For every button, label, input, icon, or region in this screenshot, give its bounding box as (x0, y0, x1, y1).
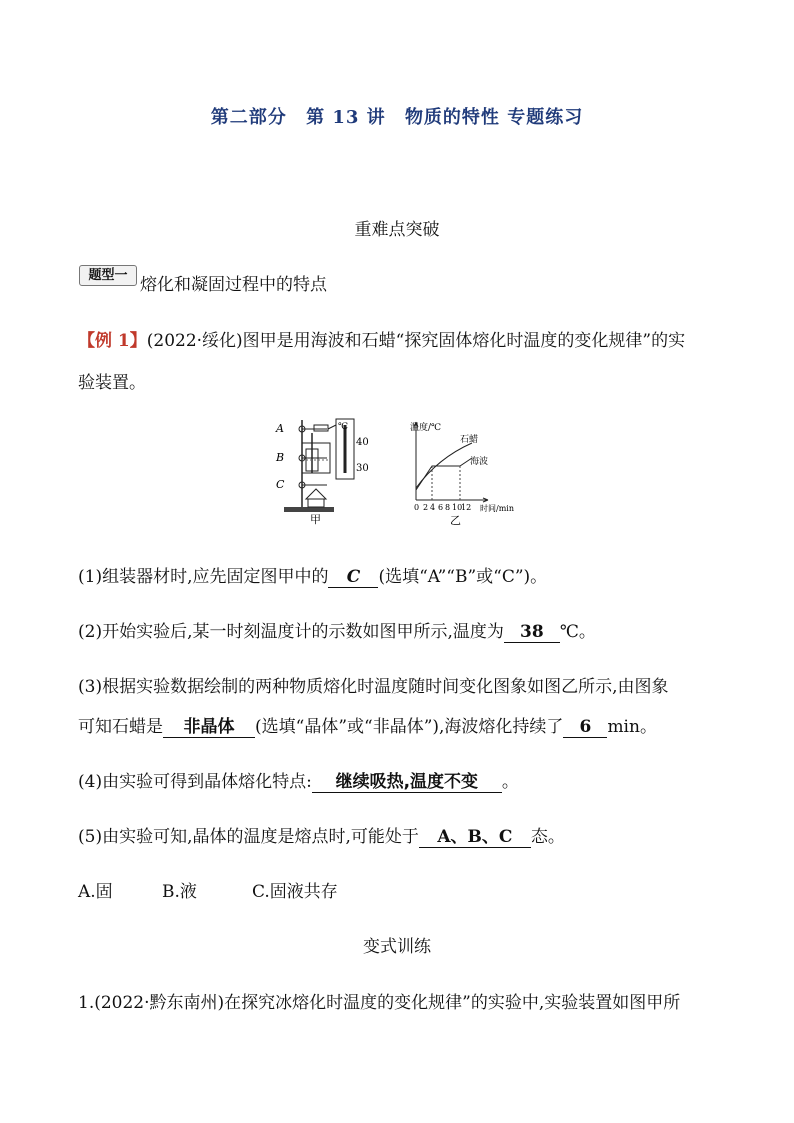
thermometer-holder (314, 425, 328, 431)
q3-text: 可知石蜡是 (78, 717, 163, 737)
caption-yi: 乙 (450, 514, 461, 527)
caption-jia: 甲 (310, 513, 321, 526)
q5-suffix: 态。 (530, 827, 565, 847)
question-3-line-1: (3)根据实验数据绘制的两种物质熔化时温度随时间变化图象如图乙所示,由图象 (78, 677, 669, 697)
option-a: A.固 (78, 882, 113, 902)
option-b: B.液 (162, 882, 197, 902)
q1-suffix: (选填“A”“B”或“C”)。 (378, 567, 548, 587)
section-heading-2: 变式训练 (363, 937, 431, 957)
q3-suffix: min。 (607, 717, 657, 737)
alcohol-lamp (306, 489, 326, 499)
example-line-1 (78, 326, 685, 351)
example-text-1: (2022·绥化)图甲是用海波和石蜡“探究固体熔化时温度的变化规律”的实 (146, 331, 686, 351)
tick-8: 8 (445, 503, 451, 512)
graph-ylabel: 温度/℃ (410, 423, 442, 433)
question-type-tag: 题型一 (79, 265, 137, 286)
label-c: C (276, 478, 285, 491)
apparatus-figure (272, 415, 382, 527)
label-unit: ℃ (338, 422, 349, 432)
example-label: 【例 1】 (78, 331, 147, 351)
q4-suffix: 。 (501, 772, 519, 792)
section-heading: 重难点突破 (354, 220, 440, 240)
question-5 (78, 822, 565, 848)
q1-answer: C (328, 567, 378, 588)
graph-xlabel: 时间/min (480, 504, 514, 513)
q3-mid: (选填“晶体”或“非晶体”),海波熔化持续了 (255, 717, 564, 737)
hypo-curve (416, 458, 472, 490)
exercise-1-line: 1.(2022·黔东南州)在探究冰熔化时温度的变化规律”的实验中,实验装置如图甲所 (78, 993, 681, 1013)
question-2 (78, 617, 596, 643)
lamp-base (308, 499, 324, 507)
question-4 (78, 767, 519, 793)
tick-10: 10 (452, 503, 463, 512)
label-40: 40 (356, 437, 369, 448)
tick-0: 0 (414, 503, 420, 512)
q2-answer: 38 (504, 622, 560, 643)
melting-graph (408, 418, 528, 528)
title-topic: 物质的特性 专题练习 (404, 107, 584, 128)
q4-answer: 继续吸热,温度不变 (312, 767, 502, 793)
label-a: A (276, 422, 284, 435)
question-1 (78, 562, 547, 588)
q2-suffix: ℃。 (559, 622, 596, 642)
tick-2: 2 (423, 503, 429, 512)
graph-series-wax: 石蜡 (460, 435, 479, 445)
q2-text: (2)开始实验后,某一时刻温度计的示数如图甲所示,温度为 (78, 622, 504, 642)
label-b: B (276, 451, 285, 464)
tick-6: 6 (438, 503, 444, 512)
q3-answer-2: 6 (563, 717, 607, 738)
stand-base (284, 507, 334, 512)
tick-4: 4 (430, 503, 436, 512)
q5-answer: A、B、C (419, 822, 531, 848)
title-lecture: 第 13 讲 (306, 107, 386, 128)
example-line-2: 验装置。 (78, 373, 146, 393)
q5-text: (5)由实验可知,晶体的温度是熔点时,可能处于 (78, 827, 419, 847)
tick-12: 12 (461, 503, 472, 512)
label-30: 30 (356, 463, 369, 474)
title-part: 第二部分 (210, 107, 287, 128)
q3-answer: 非晶体 (163, 712, 255, 738)
zoom-pointer (328, 425, 336, 429)
question-type-title: 熔化和凝固过程中的特点 (140, 275, 327, 295)
q1-text: (1)组装器材时,应先固定图甲中的 (78, 567, 329, 587)
page-title (0, 103, 794, 129)
options-row (78, 877, 338, 902)
q4-text: (4)由实验可得到晶体熔化特点: (78, 772, 312, 792)
option-c: C.固液共存 (252, 882, 338, 902)
graph-series-hypo: 海波 (470, 457, 489, 467)
question-3-line-2 (78, 712, 657, 738)
